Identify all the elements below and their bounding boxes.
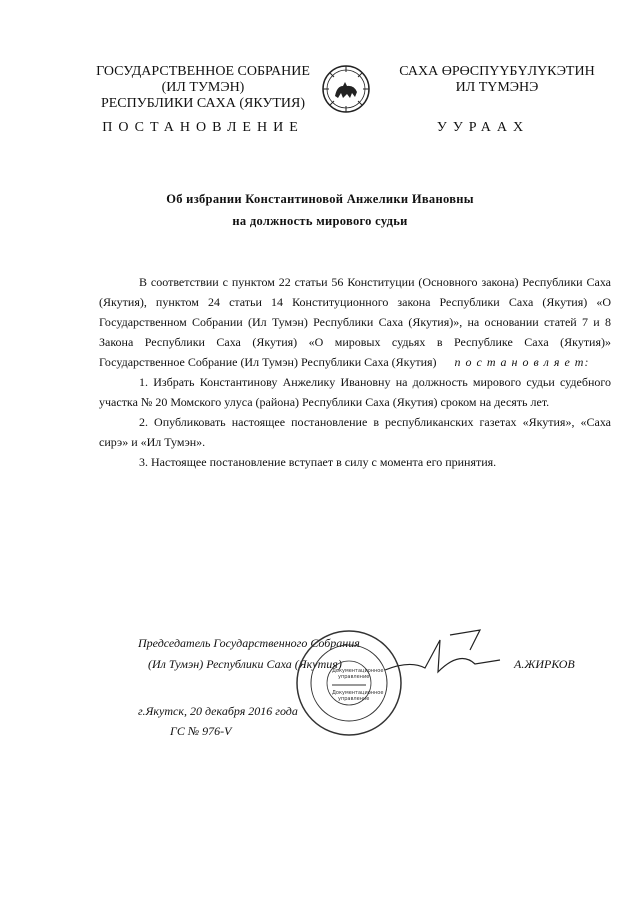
signature-position-line1: Председатель Государственного Собрания — [138, 636, 360, 650]
header-right-line1: САХА ӨРӨСПҮҮБҮЛҮКЭТИН — [399, 64, 595, 79]
header-left-line3: РЕСПУБЛИКИ САХА (ЯКУТИЯ) — [100, 96, 306, 111]
document-title-line2: на должность мирового судьи — [232, 214, 408, 228]
decree-word: п о с т а н о в л я е т: — [454, 355, 590, 369]
item-1: 1. Избрать Константинову Анжелику Ивановну на должность мирового судьи судебного участка № 20 Момского улуса (района) Республики Саха (Якутия) сроком на десять лет. — [99, 375, 611, 409]
signature-position-line2: (Ил Тумэн) Республики Саха (Якутия) — [148, 657, 342, 671]
header-right-line2: ИЛ ТҮМЭНЭ — [455, 80, 539, 95]
stamp-text-4: управление — [338, 696, 370, 702]
item-2: 2. Опубликовать настоящее постановление в республиканских газетах «Якутия», «Саха сирэ» и «Ил Тумэн». — [99, 415, 611, 449]
doc-type-sakha: УУРААХ — [436, 120, 530, 135]
document-title-line1: Об избрании Константиновой Анжелики Ивановны — [166, 192, 474, 206]
preamble-text: В соответствии с пунктом 22 статьи 56 Конституции (Основного закона) Республики Саха (Якутия), пунктом 24 статьи 14 Конституционного закона Республики Саха (Якутия) «О Государственном Собрании (Ил Тумэн) Республики Саха (Якутия)», на основании статей 7 и 8 Закона Республики Саха (Якутия) «О мировых судьях в Республике Саха (Якутия)» Государственное Собрание (Ил Тумэн) Республики Саха (Якутия) — [99, 275, 611, 369]
stamp-text-2: управление — [338, 674, 370, 680]
document-body — [99, 272, 611, 472]
stamp-text-1: Документационное — [332, 668, 384, 674]
emblem-icon — [321, 64, 371, 114]
doc-type-ru: ПОСТАНОВЛЕНИЕ — [102, 120, 304, 135]
header-right — [382, 64, 612, 96]
stamp-text-3: Документационное — [332, 690, 384, 696]
place-date: г.Якутск, 20 декабря 2016 года — [138, 704, 298, 718]
header-left-line2: (ИЛ ТУМЭН) — [161, 80, 245, 95]
official-stamp-icon — [294, 628, 404, 738]
header-left — [88, 64, 318, 112]
header-left-line1: ГОСУДАРСТВЕННОЕ СОБРАНИЕ — [96, 64, 310, 79]
signature-name: А.ЖИРКОВ — [514, 657, 575, 671]
preamble-paragraph — [99, 272, 611, 372]
doc-number: ГС № 976-V — [170, 724, 232, 738]
item-3: 3. Настоящее постановление вступает в силу с момента его принятия. — [139, 455, 497, 469]
